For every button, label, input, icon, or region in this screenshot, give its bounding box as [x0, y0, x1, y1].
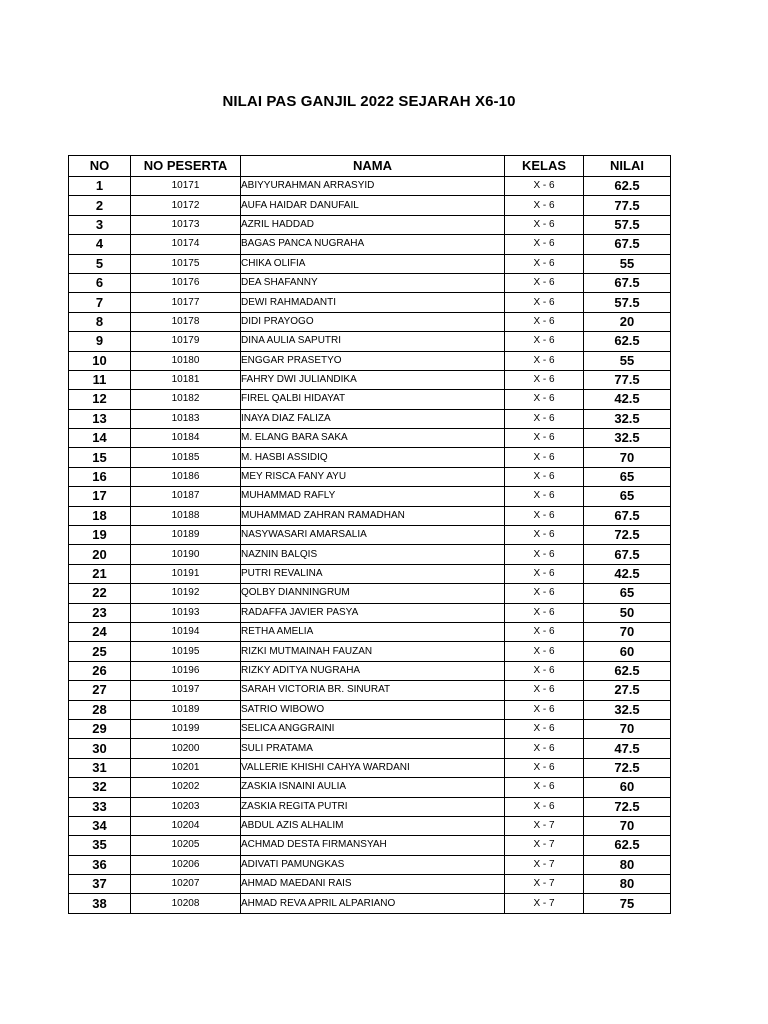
row-number: 37 [69, 875, 131, 894]
score-value: 65 [584, 467, 671, 486]
class-label: X - 6 [505, 661, 584, 680]
table-row [69, 584, 671, 603]
table-row [69, 467, 671, 486]
class-label: X - 6 [505, 177, 584, 196]
class-label: X - 6 [505, 584, 584, 603]
row-number: 20 [69, 545, 131, 564]
table-row [69, 894, 671, 913]
participant-number: 10190 [131, 545, 241, 564]
student-name: VALLERIE KHISHI CAHYA WARDANI [241, 758, 505, 777]
row-number: 29 [69, 719, 131, 738]
row-number: 33 [69, 797, 131, 816]
table-row [69, 855, 671, 874]
class-label: X - 6 [505, 681, 584, 700]
table-row [69, 836, 671, 855]
score-value: 77.5 [584, 370, 671, 389]
class-label: X - 6 [505, 409, 584, 428]
student-name: ADIVATI PAMUNGKAS [241, 855, 505, 874]
table-body [69, 177, 671, 914]
participant-number: 10180 [131, 351, 241, 370]
student-name: RETHA AMELIA [241, 622, 505, 641]
row-number: 36 [69, 855, 131, 874]
student-name: ACHMAD DESTA FIRMANSYAH [241, 836, 505, 855]
class-label: X - 7 [505, 836, 584, 855]
score-value: 72.5 [584, 526, 671, 545]
participant-number: 10181 [131, 370, 241, 389]
row-number: 17 [69, 487, 131, 506]
table-row [69, 273, 671, 292]
row-number: 4 [69, 235, 131, 254]
student-name: AZRIL HADDAD [241, 215, 505, 234]
student-name: SULI PRATAMA [241, 739, 505, 758]
class-label: X - 6 [505, 739, 584, 758]
participant-number: 10188 [131, 506, 241, 525]
class-label: X - 6 [505, 351, 584, 370]
row-number: 6 [69, 273, 131, 292]
participant-number: 10172 [131, 196, 241, 215]
participant-number: 10193 [131, 603, 241, 622]
score-value: 55 [584, 351, 671, 370]
table-row [69, 603, 671, 622]
table-row [69, 370, 671, 389]
student-name: M. HASBI ASSIDIQ [241, 448, 505, 467]
header-nama: NAMA [241, 156, 505, 177]
participant-number: 10177 [131, 293, 241, 312]
class-label: X - 6 [505, 215, 584, 234]
score-value: 32.5 [584, 429, 671, 448]
student-name: NAZNIN BALQIS [241, 545, 505, 564]
class-label: X - 6 [505, 273, 584, 292]
student-name: ABDUL AZIS ALHALIM [241, 816, 505, 835]
participant-number: 10171 [131, 177, 241, 196]
row-number: 28 [69, 700, 131, 719]
header-no: NO [69, 156, 131, 177]
table-row [69, 622, 671, 641]
class-label: X - 6 [505, 622, 584, 641]
class-label: X - 6 [505, 254, 584, 273]
score-value: 65 [584, 487, 671, 506]
row-number: 35 [69, 836, 131, 855]
row-number: 7 [69, 293, 131, 312]
score-value: 72.5 [584, 797, 671, 816]
participant-number: 10194 [131, 622, 241, 641]
participant-number: 10199 [131, 719, 241, 738]
student-name: DEA SHAFANNY [241, 273, 505, 292]
class-label: X - 7 [505, 816, 584, 835]
participant-number: 10183 [131, 409, 241, 428]
row-number: 31 [69, 758, 131, 777]
table-row [69, 758, 671, 777]
score-value: 62.5 [584, 177, 671, 196]
table-row [69, 778, 671, 797]
row-number: 25 [69, 642, 131, 661]
row-number: 32 [69, 778, 131, 797]
row-number: 9 [69, 332, 131, 351]
row-number: 19 [69, 526, 131, 545]
score-value: 70 [584, 719, 671, 738]
row-number: 8 [69, 312, 131, 331]
participant-number: 10189 [131, 700, 241, 719]
row-number: 24 [69, 622, 131, 641]
student-name: AUFA HAIDAR DANUFAIL [241, 196, 505, 215]
table-row [69, 215, 671, 234]
participant-number: 10179 [131, 332, 241, 351]
class-label: X - 6 [505, 700, 584, 719]
class-label: X - 6 [505, 487, 584, 506]
participant-number: 10200 [131, 739, 241, 758]
student-name: BAGAS PANCA NUGRAHA [241, 235, 505, 254]
score-value: 42.5 [584, 564, 671, 583]
table-row [69, 642, 671, 661]
row-number: 1 [69, 177, 131, 196]
row-number: 23 [69, 603, 131, 622]
row-number: 3 [69, 215, 131, 234]
class-label: X - 7 [505, 894, 584, 913]
table-row [69, 351, 671, 370]
student-name: DINA AULIA SAPUTRI [241, 332, 505, 351]
score-value: 60 [584, 778, 671, 797]
table-row [69, 739, 671, 758]
class-label: X - 6 [505, 564, 584, 583]
class-label: X - 6 [505, 719, 584, 738]
participant-number: 10202 [131, 778, 241, 797]
table-row [69, 545, 671, 564]
class-label: X - 6 [505, 545, 584, 564]
participant-number: 10203 [131, 797, 241, 816]
row-number: 38 [69, 894, 131, 913]
participant-number: 10206 [131, 855, 241, 874]
participant-number: 10208 [131, 894, 241, 913]
student-name: ZASKIA ISNAINI AULIA [241, 778, 505, 797]
student-name: AHMAD MAEDANI RAIS [241, 875, 505, 894]
row-number: 15 [69, 448, 131, 467]
class-label: X - 6 [505, 506, 584, 525]
class-label: X - 6 [505, 390, 584, 409]
table-row [69, 235, 671, 254]
participant-number: 10182 [131, 390, 241, 409]
table-row [69, 661, 671, 680]
row-number: 22 [69, 584, 131, 603]
table-row [69, 700, 671, 719]
class-label: X - 6 [505, 312, 584, 331]
row-number: 12 [69, 390, 131, 409]
table-row [69, 312, 671, 331]
class-label: X - 6 [505, 332, 584, 351]
row-number: 5 [69, 254, 131, 273]
row-number: 26 [69, 661, 131, 680]
score-value: 75 [584, 894, 671, 913]
header-no-peserta: NO PESERTA [131, 156, 241, 177]
score-value: 55 [584, 254, 671, 273]
score-value: 32.5 [584, 409, 671, 428]
participant-number: 10197 [131, 681, 241, 700]
participant-number: 10173 [131, 215, 241, 234]
score-value: 67.5 [584, 545, 671, 564]
class-label: X - 6 [505, 448, 584, 467]
student-name: PUTRI REVALINA [241, 564, 505, 583]
table-row [69, 177, 671, 196]
table-row [69, 254, 671, 273]
table-row [69, 681, 671, 700]
row-number: 11 [69, 370, 131, 389]
participant-number: 10192 [131, 584, 241, 603]
student-name: RIZKY ADITYA NUGRAHA [241, 661, 505, 680]
page-title: NILAI PAS GANJIL 2022 SEJARAH X6-10 [222, 93, 516, 110]
student-name: SELICA ANGGRAINI [241, 719, 505, 738]
participant-number: 10186 [131, 467, 241, 486]
table-row [69, 196, 671, 215]
class-label: X - 6 [505, 467, 584, 486]
student-name: FIREL QALBI HIDAYAT [241, 390, 505, 409]
participant-number: 10204 [131, 816, 241, 835]
score-value: 42.5 [584, 390, 671, 409]
row-number: 27 [69, 681, 131, 700]
grades-table [68, 155, 671, 914]
participant-number: 10178 [131, 312, 241, 331]
score-value: 67.5 [584, 506, 671, 525]
class-label: X - 6 [505, 196, 584, 215]
score-value: 60 [584, 642, 671, 661]
score-value: 62.5 [584, 836, 671, 855]
score-value: 77.5 [584, 196, 671, 215]
participant-number: 10207 [131, 875, 241, 894]
table-row [69, 719, 671, 738]
score-value: 20 [584, 312, 671, 331]
student-name: ENGGAR PRASETYO [241, 351, 505, 370]
student-name: SARAH VICTORIA BR. SINURAT [241, 681, 505, 700]
class-label: X - 7 [505, 875, 584, 894]
score-value: 80 [584, 875, 671, 894]
table-row [69, 506, 671, 525]
row-number: 18 [69, 506, 131, 525]
score-value: 62.5 [584, 332, 671, 351]
score-value: 27.5 [584, 681, 671, 700]
participant-number: 10185 [131, 448, 241, 467]
class-label: X - 6 [505, 797, 584, 816]
class-label: X - 6 [505, 235, 584, 254]
score-value: 62.5 [584, 661, 671, 680]
table-row [69, 487, 671, 506]
student-name: MEY RISCA FANY AYU [241, 467, 505, 486]
student-name: INAYA DIAZ FALIZA [241, 409, 505, 428]
table-header-row [69, 156, 671, 177]
class-label: X - 6 [505, 603, 584, 622]
table-row [69, 390, 671, 409]
student-name: MUHAMMAD RAFLY [241, 487, 505, 506]
score-value: 67.5 [584, 273, 671, 292]
student-name: RIZKI MUTMAINAH FAUZAN [241, 642, 505, 661]
score-value: 72.5 [584, 758, 671, 777]
student-name: FAHRY DWI JULIANDIKA [241, 370, 505, 389]
score-value: 47.5 [584, 739, 671, 758]
row-number: 14 [69, 429, 131, 448]
row-number: 30 [69, 739, 131, 758]
header-kelas: KELAS [505, 156, 584, 177]
student-name: AHMAD REVA APRIL ALPARIANO [241, 894, 505, 913]
table-row [69, 526, 671, 545]
row-number: 21 [69, 564, 131, 583]
row-number: 13 [69, 409, 131, 428]
student-name: NASYWASARI AMARSALIA [241, 526, 505, 545]
score-value: 80 [584, 855, 671, 874]
participant-number: 10205 [131, 836, 241, 855]
student-name: RADAFFA JAVIER PASYA [241, 603, 505, 622]
student-name: DEWI RAHMADANTI [241, 293, 505, 312]
table-row [69, 429, 671, 448]
participant-number: 10187 [131, 487, 241, 506]
participant-number: 10174 [131, 235, 241, 254]
student-name: M. ELANG BARA SAKA [241, 429, 505, 448]
score-value: 70 [584, 622, 671, 641]
participant-number: 10175 [131, 254, 241, 273]
class-label: X - 6 [505, 526, 584, 545]
participant-number: 10176 [131, 273, 241, 292]
row-number: 16 [69, 467, 131, 486]
score-value: 65 [584, 584, 671, 603]
student-name: MUHAMMAD ZAHRAN RAMADHAN [241, 506, 505, 525]
score-value: 70 [584, 448, 671, 467]
row-number: 10 [69, 351, 131, 370]
class-label: X - 6 [505, 758, 584, 777]
row-number: 34 [69, 816, 131, 835]
class-label: X - 6 [505, 370, 584, 389]
table-row [69, 332, 671, 351]
table-row [69, 797, 671, 816]
header-nilai: NILAI [584, 156, 671, 177]
class-label: X - 6 [505, 429, 584, 448]
class-label: X - 7 [505, 855, 584, 874]
table-row [69, 875, 671, 894]
participant-number: 10196 [131, 661, 241, 680]
participant-number: 10191 [131, 564, 241, 583]
score-value: 57.5 [584, 215, 671, 234]
student-name: CHIKA OLIFIA [241, 254, 505, 273]
score-value: 32.5 [584, 700, 671, 719]
class-label: X - 6 [505, 778, 584, 797]
score-value: 50 [584, 603, 671, 622]
student-name: QOLBY DIANNINGRUM [241, 584, 505, 603]
table-row [69, 564, 671, 583]
student-name: SATRIO WIBOWO [241, 700, 505, 719]
participant-number: 10195 [131, 642, 241, 661]
participant-number: 10201 [131, 758, 241, 777]
participant-number: 10184 [131, 429, 241, 448]
score-value: 67.5 [584, 235, 671, 254]
student-name: DIDI PRAYOGO [241, 312, 505, 331]
table-row [69, 293, 671, 312]
class-label: X - 6 [505, 642, 584, 661]
score-value: 70 [584, 816, 671, 835]
table-row [69, 448, 671, 467]
row-number: 2 [69, 196, 131, 215]
class-label: X - 6 [505, 293, 584, 312]
score-value: 57.5 [584, 293, 671, 312]
student-name: ABIYYURAHMAN ARRASYID [241, 177, 505, 196]
student-name: ZASKIA REGITA PUTRI [241, 797, 505, 816]
participant-number: 10189 [131, 526, 241, 545]
table-row [69, 816, 671, 835]
table-row [69, 409, 671, 428]
